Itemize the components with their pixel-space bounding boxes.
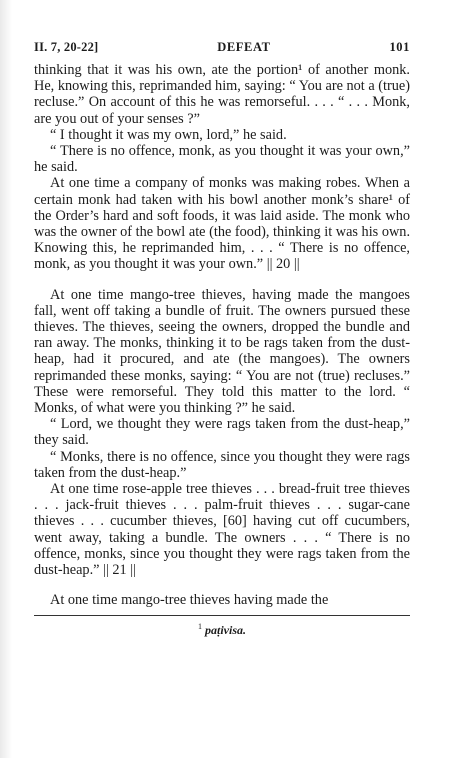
body-text bbox=[34, 62, 410, 609]
paragraph: thinking that it was his own, ate the portion¹ of another monk. He, knowing this, reprimanded him, saying: “ You are not a (true) recluse.” On account of this he was remorseful. . . . “ . . . Monk, are you out of your senses ?” bbox=[34, 62, 411, 127]
paragraph: “ There is no offence, monk, as you thought it was your own,” he said. bbox=[34, 143, 410, 176]
footnote-text: paṭivisa. bbox=[205, 622, 246, 637]
chapter-title: DEFEAT bbox=[217, 40, 271, 54]
paragraph: At one time mango-tree thieves having made the bbox=[50, 592, 329, 609]
page-number: 101 bbox=[389, 40, 410, 54]
paragraph: “ I thought it was my own, lord,” he said. bbox=[50, 126, 287, 143]
paragraph: At one time mango-tree thieves, having made the mangoes fall, went off taking a bundle of fruit. The owners pursued these thieves. The thieves, seeing the owners, dropped the bundle and ran away. The monks, thinking it to be rags taken from the dust-heap, had it procured, and ate (the mangoes). The owners reprimanded these monks, saying: “ You are not (true) recluses.” These were remorseful. They told this matter to the lord. “ Monks, of what were you thinking ?” he said. bbox=[34, 286, 410, 417]
footnote-mark: 1 bbox=[198, 621, 202, 631]
paragraph: At one time rose-apple tree thieves . . . bread-fruit tree thieves . . . jack-fruit thieves . . . palm-fruit thieves . . . sugar-cane thieves . . . cucumber thieves, [60] having cut off cucumbers, went away, taking a bundle. The owners . . . “ There is no offence, monks, since you thought they were rags taken from the dust-heap.” || 21 || bbox=[34, 481, 410, 579]
footnote bbox=[34, 622, 410, 638]
paragraph: “ Monks, there is no offence, since you thought they were rags taken from the dust-heap.” bbox=[34, 448, 410, 481]
footnote-rule bbox=[34, 615, 410, 616]
paragraph: “ Lord, we thought they were rags taken from the dust-heap,” they said. bbox=[34, 416, 410, 449]
paragraph: At one time a company of monks was making robes. When a certain monk had taken with his bowl another monk’s share¹ of the Order’s hard and soft foods, it was laid aside. The monk who was the owner of the bowl ate (the food), thinking it was his own. Knowing this, he reprimanded him, . . . “ There is no offence, monk, as you thought it was your own.” || 20 || bbox=[34, 175, 411, 273]
running-header bbox=[34, 40, 410, 62]
section-reference: II. 7, 20-22] bbox=[34, 40, 99, 54]
